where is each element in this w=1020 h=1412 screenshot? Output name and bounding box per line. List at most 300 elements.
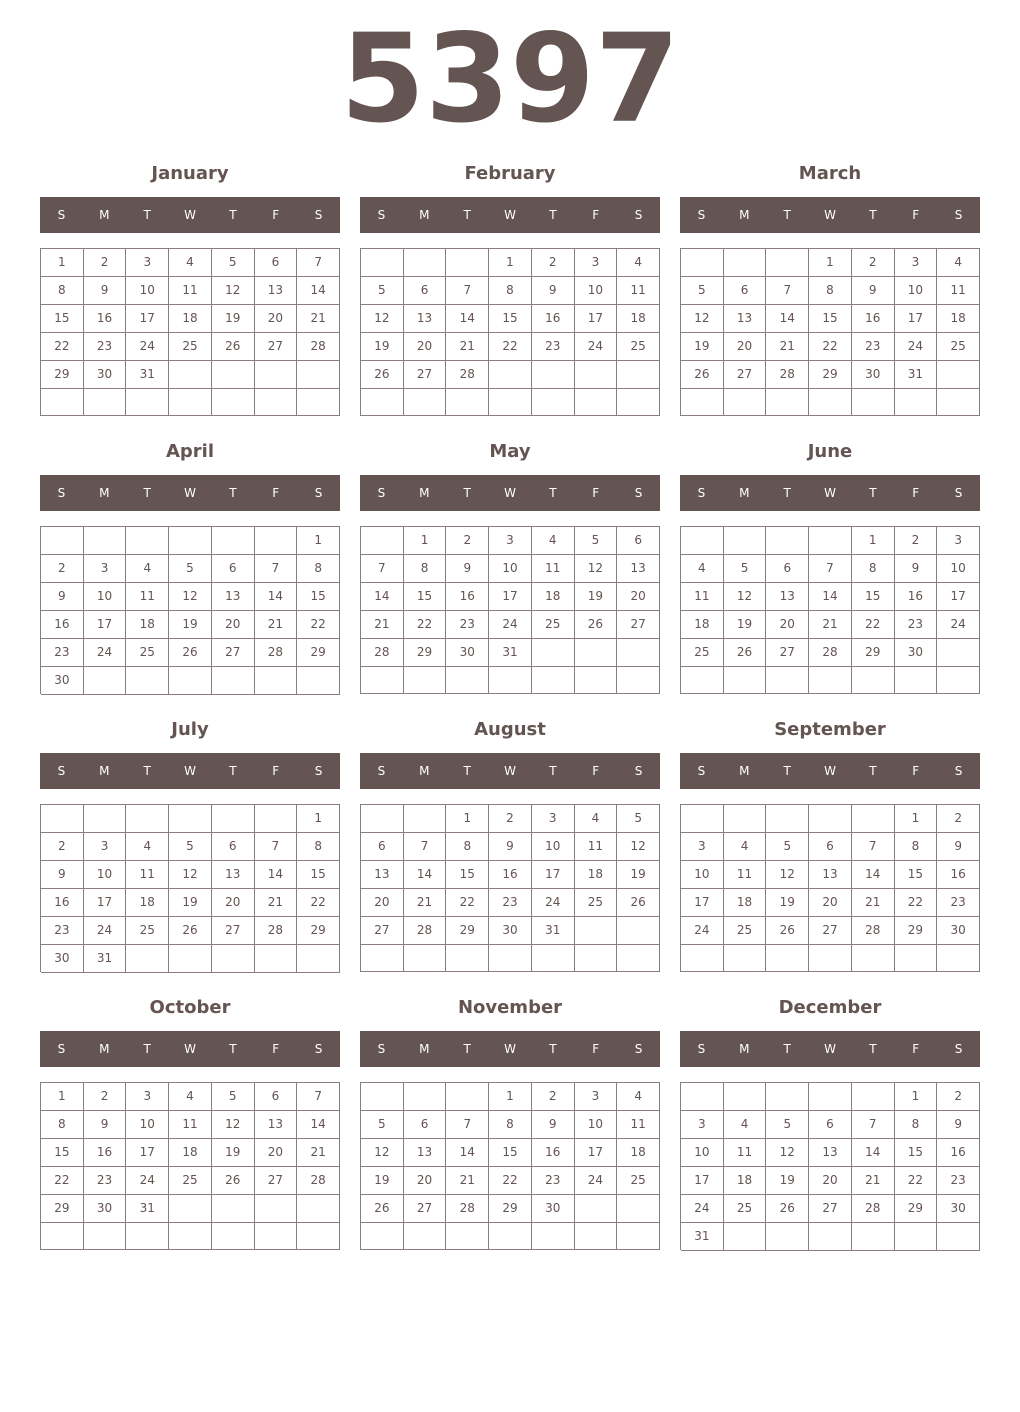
day-cell: 4 [575, 805, 618, 833]
day-cell: 8 [297, 555, 340, 583]
day-cell: 1 [41, 249, 84, 277]
day-cell: 5 [169, 555, 212, 583]
day-cell: 6 [809, 833, 852, 861]
weekday-label: T [463, 1042, 471, 1056]
day-cell: 3 [575, 1083, 618, 1111]
day-cell: 3 [681, 1111, 724, 1139]
day-cell: 17 [126, 305, 169, 333]
day-cell: 29 [41, 361, 84, 389]
day-cell: 14 [809, 583, 852, 611]
day-cell: 22 [404, 611, 447, 639]
empty-cell [809, 805, 852, 833]
empty-cell [297, 389, 340, 416]
day-cell: 2 [532, 1083, 575, 1111]
weekday-label: S [314, 764, 323, 778]
empty-cell [681, 945, 724, 972]
day-cell: 19 [681, 333, 724, 361]
empty-cell [617, 1195, 660, 1223]
day-cell: 6 [255, 1083, 298, 1111]
weekday-label: T [229, 764, 237, 778]
empty-cell [809, 527, 852, 555]
day-cell: 24 [126, 1167, 169, 1195]
day-cell: 3 [895, 249, 938, 277]
empty-cell [361, 249, 404, 277]
empty-cell [446, 1083, 489, 1111]
weekday-label: M [419, 486, 430, 500]
empty-cell [766, 389, 809, 416]
weekday-label: F [272, 1042, 280, 1056]
empty-cell [681, 389, 724, 416]
empty-cell [169, 667, 212, 695]
day-cell: 19 [169, 611, 212, 639]
day-cell: 26 [766, 1195, 809, 1223]
day-cell: 21 [297, 1139, 340, 1167]
weekday-label: S [57, 1042, 66, 1056]
day-cell: 5 [617, 805, 660, 833]
day-cell: 1 [446, 805, 489, 833]
weekday-label: W [504, 486, 516, 500]
day-cell: 2 [895, 527, 938, 555]
weekday-header [40, 1031, 340, 1067]
weekday-header [40, 475, 340, 511]
day-cell: 2 [852, 249, 895, 277]
day-cell: 7 [766, 277, 809, 305]
day-cell: 18 [575, 861, 618, 889]
day-cell: 5 [681, 277, 724, 305]
weekday-header [360, 753, 660, 789]
day-cell: 27 [404, 361, 447, 389]
day-cell: 17 [937, 583, 980, 611]
empty-cell [681, 667, 724, 694]
weekday-header [680, 197, 980, 233]
empty-cell [404, 249, 447, 277]
day-cell: 29 [895, 1195, 938, 1223]
day-cell: 27 [255, 333, 298, 361]
day-cell: 8 [41, 1111, 84, 1139]
weekday-header [680, 753, 980, 789]
empty-cell [361, 805, 404, 833]
day-cell: 10 [532, 833, 575, 861]
day-grid [360, 526, 660, 694]
day-cell: 10 [575, 1111, 618, 1139]
day-cell: 25 [532, 611, 575, 639]
day-cell: 27 [809, 917, 852, 945]
day-cell: 6 [212, 555, 255, 583]
day-cell: 15 [895, 861, 938, 889]
empty-cell [489, 945, 532, 972]
day-cell: 30 [895, 639, 938, 667]
empty-cell [255, 667, 298, 695]
day-grid [680, 526, 980, 694]
empty-cell [681, 805, 724, 833]
day-cell: 15 [489, 1139, 532, 1167]
day-cell: 28 [255, 917, 298, 945]
empty-cell [297, 361, 340, 389]
day-cell: 11 [937, 277, 980, 305]
empty-cell [766, 667, 809, 694]
day-cell: 25 [169, 333, 212, 361]
empty-cell [84, 527, 127, 555]
day-cell: 23 [84, 333, 127, 361]
empty-cell [681, 527, 724, 555]
empty-cell [766, 1223, 809, 1251]
day-cell: 5 [212, 249, 255, 277]
empty-cell [532, 639, 575, 667]
weekday-label: F [592, 486, 600, 500]
day-cell: 19 [361, 1167, 404, 1195]
day-cell: 1 [852, 527, 895, 555]
empty-cell [489, 1223, 532, 1250]
empty-cell [681, 249, 724, 277]
empty-cell [766, 527, 809, 555]
day-cell: 21 [446, 333, 489, 361]
empty-cell [895, 945, 938, 972]
day-cell: 9 [489, 833, 532, 861]
day-cell: 6 [617, 527, 660, 555]
empty-cell [169, 1195, 212, 1223]
day-cell: 5 [575, 527, 618, 555]
day-cell: 1 [41, 1083, 84, 1111]
day-cell: 16 [41, 611, 84, 639]
day-cell: 15 [404, 583, 447, 611]
empty-cell [126, 667, 169, 695]
empty-cell [937, 1223, 980, 1251]
day-cell: 11 [126, 583, 169, 611]
day-cell: 19 [766, 1167, 809, 1195]
day-cell: 6 [404, 277, 447, 305]
day-cell: 11 [126, 861, 169, 889]
empty-cell [255, 1223, 298, 1250]
day-cell: 11 [681, 583, 724, 611]
day-cell: 26 [361, 1195, 404, 1223]
day-cell: 13 [212, 583, 255, 611]
day-cell: 29 [446, 917, 489, 945]
weekday-label: M [99, 764, 110, 778]
day-cell: 17 [532, 861, 575, 889]
day-cell: 28 [852, 1195, 895, 1223]
day-cell: 16 [84, 305, 127, 333]
day-cell: 21 [361, 611, 404, 639]
weekday-label: W [184, 764, 196, 778]
day-cell: 24 [895, 333, 938, 361]
day-cell: 9 [446, 555, 489, 583]
empty-cell [724, 527, 767, 555]
day-cell: 22 [446, 889, 489, 917]
day-cell: 5 [169, 833, 212, 861]
day-cell: 2 [41, 833, 84, 861]
day-cell: 23 [937, 1167, 980, 1195]
day-cell: 31 [532, 917, 575, 945]
empty-cell [297, 1223, 340, 1250]
weekday-label: T [869, 486, 877, 500]
day-cell: 27 [724, 361, 767, 389]
empty-cell [681, 1083, 724, 1111]
day-cell: 8 [489, 277, 532, 305]
day-cell: 11 [724, 861, 767, 889]
weekday-label: T [229, 486, 237, 500]
day-cell: 12 [169, 861, 212, 889]
day-cell: 22 [297, 889, 340, 917]
day-cell: 16 [41, 889, 84, 917]
empty-cell [212, 1223, 255, 1250]
day-cell: 8 [404, 555, 447, 583]
day-cell: 31 [895, 361, 938, 389]
weekday-label: T [869, 764, 877, 778]
day-cell: 5 [361, 277, 404, 305]
empty-cell [126, 945, 169, 973]
day-cell: 6 [724, 277, 767, 305]
day-cell: 22 [41, 1167, 84, 1195]
day-cell: 15 [852, 583, 895, 611]
empty-cell [212, 805, 255, 833]
day-cell: 9 [937, 1111, 980, 1139]
day-cell: 12 [212, 1111, 255, 1139]
empty-cell [575, 945, 618, 972]
day-cell: 29 [404, 639, 447, 667]
day-cell: 27 [212, 639, 255, 667]
day-cell: 16 [489, 861, 532, 889]
empty-cell [617, 945, 660, 972]
weekday-label: S [697, 208, 706, 222]
weekday-label: F [592, 1042, 600, 1056]
day-cell: 13 [809, 1139, 852, 1167]
day-cell: 3 [126, 249, 169, 277]
empty-cell [169, 945, 212, 973]
day-cell: 20 [724, 333, 767, 361]
day-cell: 22 [489, 1167, 532, 1195]
empty-cell [446, 389, 489, 416]
weekday-label: M [739, 208, 750, 222]
weekday-label: S [377, 486, 386, 500]
empty-cell [255, 1195, 298, 1223]
weekday-label: S [954, 1042, 963, 1056]
day-cell: 6 [212, 833, 255, 861]
day-cell: 24 [84, 639, 127, 667]
day-cell: 4 [126, 555, 169, 583]
day-cell: 25 [169, 1167, 212, 1195]
weekday-label: W [184, 208, 196, 222]
empty-cell [169, 389, 212, 416]
day-cell: 28 [404, 917, 447, 945]
day-grid [40, 1082, 340, 1250]
weekday-label: F [272, 208, 280, 222]
day-cell: 2 [937, 805, 980, 833]
day-cell: 1 [297, 527, 340, 555]
day-cell: 25 [617, 333, 660, 361]
empty-cell [766, 945, 809, 972]
empty-cell [404, 1083, 447, 1111]
day-grid [680, 248, 980, 416]
empty-cell [937, 667, 980, 694]
day-cell: 18 [681, 611, 724, 639]
empty-cell [852, 667, 895, 694]
day-cell: 27 [212, 917, 255, 945]
day-cell: 24 [575, 333, 618, 361]
empty-cell [404, 389, 447, 416]
weekday-label: W [504, 764, 516, 778]
weekday-label: S [634, 486, 643, 500]
day-cell: 1 [809, 249, 852, 277]
day-cell: 13 [404, 305, 447, 333]
day-cell: 25 [126, 917, 169, 945]
weekday-label: S [57, 764, 66, 778]
month-name: March [798, 163, 862, 184]
day-cell: 9 [895, 555, 938, 583]
empty-cell [169, 527, 212, 555]
day-cell: 7 [297, 249, 340, 277]
weekday-label: F [272, 486, 280, 500]
empty-cell [575, 639, 618, 667]
day-cell: 17 [84, 611, 127, 639]
empty-cell [404, 1223, 447, 1250]
day-cell: 24 [937, 611, 980, 639]
day-cell: 21 [446, 1167, 489, 1195]
day-cell: 25 [937, 333, 980, 361]
empty-cell [852, 805, 895, 833]
day-cell: 2 [41, 555, 84, 583]
weekday-label: S [377, 1042, 386, 1056]
day-cell: 12 [361, 305, 404, 333]
day-cell: 2 [489, 805, 532, 833]
day-cell: 1 [895, 805, 938, 833]
day-cell: 15 [297, 583, 340, 611]
empty-cell [41, 389, 84, 416]
day-cell: 4 [937, 249, 980, 277]
day-cell: 10 [126, 277, 169, 305]
day-cell: 21 [297, 305, 340, 333]
day-cell: 8 [41, 277, 84, 305]
day-cell: 10 [937, 555, 980, 583]
weekday-label: M [419, 208, 430, 222]
day-cell: 6 [809, 1111, 852, 1139]
day-cell: 11 [617, 277, 660, 305]
weekday-label: T [869, 1042, 877, 1056]
weekday-label: S [697, 486, 706, 500]
day-cell: 7 [852, 1111, 895, 1139]
month-name: October [149, 997, 231, 1018]
day-cell: 22 [895, 889, 938, 917]
day-cell: 16 [446, 583, 489, 611]
day-cell: 16 [895, 583, 938, 611]
day-cell: 30 [532, 1195, 575, 1223]
empty-cell [446, 667, 489, 694]
day-cell: 7 [446, 277, 489, 305]
day-cell: 28 [809, 639, 852, 667]
day-cell: 26 [361, 361, 404, 389]
empty-cell [852, 1223, 895, 1251]
day-cell: 13 [212, 861, 255, 889]
empty-cell [617, 917, 660, 945]
month-name: December [778, 997, 882, 1018]
day-cell: 30 [41, 667, 84, 695]
day-cell: 21 [404, 889, 447, 917]
weekday-label: S [634, 1042, 643, 1056]
day-cell: 14 [446, 305, 489, 333]
weekday-header [360, 475, 660, 511]
day-cell: 23 [532, 333, 575, 361]
empty-cell [895, 667, 938, 694]
empty-cell [489, 361, 532, 389]
day-cell: 14 [361, 583, 404, 611]
day-cell: 14 [852, 861, 895, 889]
day-cell: 9 [84, 277, 127, 305]
weekday-label: S [57, 208, 66, 222]
empty-cell [575, 1223, 618, 1250]
day-cell: 9 [84, 1111, 127, 1139]
month-name: May [489, 441, 531, 462]
day-cell: 28 [255, 639, 298, 667]
day-cell: 31 [489, 639, 532, 667]
weekday-label: S [314, 208, 323, 222]
day-cell: 17 [126, 1139, 169, 1167]
day-cell: 4 [126, 833, 169, 861]
day-cell: 4 [169, 249, 212, 277]
day-cell: 1 [404, 527, 447, 555]
day-cell: 3 [575, 249, 618, 277]
empty-cell [361, 667, 404, 694]
day-cell: 8 [489, 1111, 532, 1139]
day-cell: 12 [766, 1139, 809, 1167]
empty-cell [404, 667, 447, 694]
day-cell: 9 [532, 1111, 575, 1139]
weekday-label: S [377, 208, 386, 222]
day-cell: 16 [84, 1139, 127, 1167]
day-cell: 27 [617, 611, 660, 639]
empty-cell [126, 805, 169, 833]
empty-cell [617, 389, 660, 416]
weekday-label: T [549, 208, 557, 222]
day-cell: 20 [361, 889, 404, 917]
empty-cell [169, 361, 212, 389]
weekday-label: T [869, 208, 877, 222]
day-cell: 28 [446, 1195, 489, 1223]
day-cell: 10 [126, 1111, 169, 1139]
weekday-label: M [739, 764, 750, 778]
empty-cell [361, 945, 404, 972]
day-cell: 4 [617, 1083, 660, 1111]
day-cell: 1 [895, 1083, 938, 1111]
day-cell: 6 [404, 1111, 447, 1139]
empty-cell [895, 1223, 938, 1251]
day-cell: 25 [681, 639, 724, 667]
empty-cell [575, 389, 618, 416]
day-cell: 1 [489, 249, 532, 277]
day-cell: 3 [126, 1083, 169, 1111]
day-cell: 29 [41, 1195, 84, 1223]
day-cell: 3 [84, 833, 127, 861]
day-cell: 15 [489, 305, 532, 333]
weekday-label: T [549, 1042, 557, 1056]
day-cell: 30 [937, 1195, 980, 1223]
day-grid [680, 804, 980, 972]
weekday-label: T [143, 1042, 151, 1056]
weekday-label: S [634, 764, 643, 778]
day-cell: 1 [489, 1083, 532, 1111]
day-cell: 19 [361, 333, 404, 361]
weekday-label: T [463, 764, 471, 778]
empty-cell [84, 667, 127, 695]
day-cell: 23 [532, 1167, 575, 1195]
day-cell: 17 [575, 1139, 618, 1167]
empty-cell [361, 389, 404, 416]
day-cell: 18 [126, 889, 169, 917]
empty-cell [852, 945, 895, 972]
empty-cell [41, 527, 84, 555]
weekday-label: S [954, 486, 963, 500]
day-cell: 9 [937, 833, 980, 861]
day-cell: 2 [84, 1083, 127, 1111]
weekday-label: S [697, 1042, 706, 1056]
